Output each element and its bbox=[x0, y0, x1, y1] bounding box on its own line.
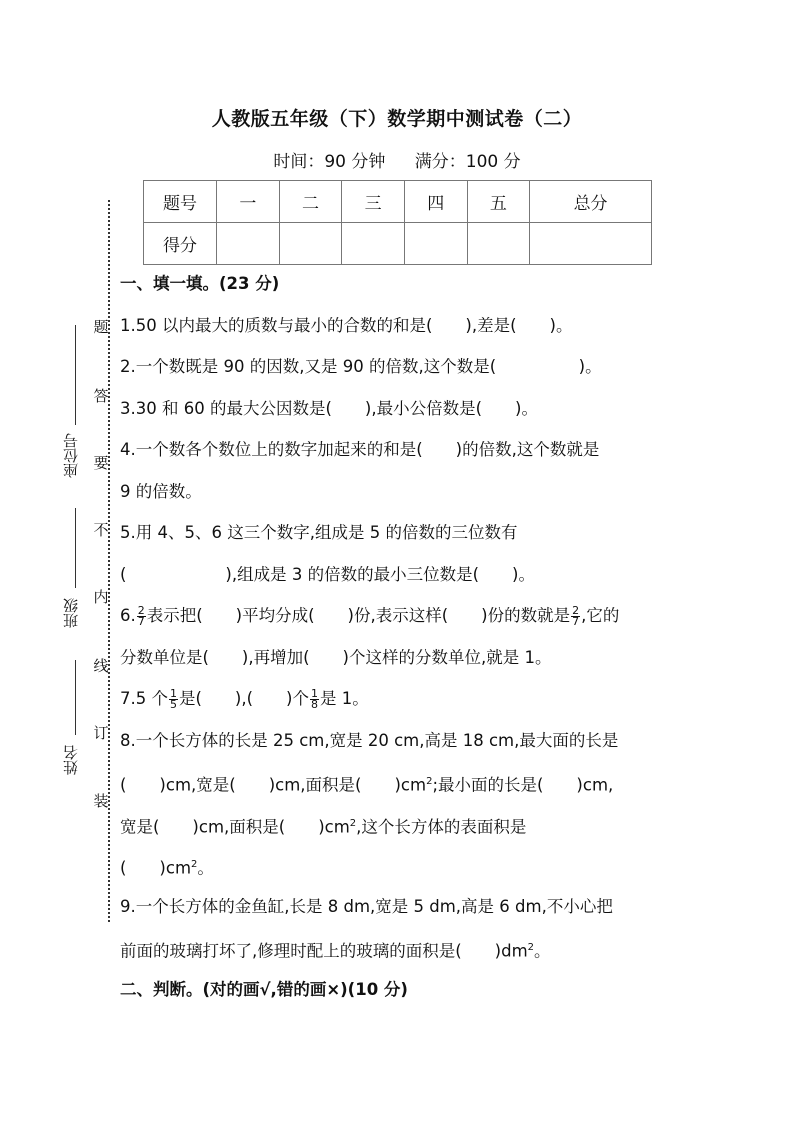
text: 7.5 个 bbox=[120, 689, 168, 708]
text: ,它的 bbox=[581, 606, 620, 625]
section-heading: 一、填一填。(23 分) bbox=[120, 274, 280, 293]
question-5-line-2: ( ),组成是 3 的倍数的最小三位数是( )。 bbox=[120, 564, 535, 584]
table-cell: 四 bbox=[404, 181, 467, 223]
binding-char: 要 bbox=[93, 454, 109, 472]
question-2: 2.一个数既是 90 的因数,又是 90 的倍数,这个数是( )。 bbox=[120, 357, 602, 376]
time-limit: 时间：90 分钟 bbox=[273, 152, 386, 172]
score-cell[interactable] bbox=[217, 223, 280, 265]
text: ,这个长方体的表面积是 bbox=[356, 817, 527, 836]
question-8-line-1: 8.一个长方体的长是 25 cm,宽是 20 cm,高是 18 cm,最大面的长是 bbox=[120, 730, 619, 750]
seat-number-label: 座位号 bbox=[62, 433, 80, 478]
class-blank[interactable] bbox=[75, 508, 76, 588]
fraction-numerator: 2 bbox=[572, 604, 580, 617]
page-title: 人教版五年级（下）数学期中测试卷（二） bbox=[211, 108, 583, 130]
fraction-denominator: 5 bbox=[170, 698, 177, 711]
text: 是( ),( )个 bbox=[179, 689, 309, 708]
exam-info bbox=[0, 147, 794, 172]
text: 是 1。 bbox=[320, 689, 369, 708]
superscript: 2 bbox=[349, 817, 357, 829]
superscript: 2 bbox=[527, 942, 535, 953]
binding-char: 订 bbox=[93, 724, 109, 742]
superscript: 2 bbox=[191, 859, 198, 870]
fraction-numerator: 1 bbox=[311, 687, 318, 700]
fraction-denominator: 7 bbox=[137, 615, 145, 628]
score-table-header-row bbox=[144, 181, 652, 223]
question-9-line-1: 9.一个长方体的金鱼缸,长是 8 dm,宽是 5 dm,高是 6 dm,不小心把 bbox=[120, 896, 613, 916]
text: ;最小面的长是( )cm, bbox=[432, 775, 614, 795]
question-7 bbox=[120, 685, 680, 727]
question-8-line-4 bbox=[120, 851, 680, 893]
fraction bbox=[571, 606, 580, 627]
score-cell[interactable] bbox=[279, 223, 342, 265]
text: 宽是( )cm,面积是( )cm bbox=[120, 817, 350, 836]
text: 6. bbox=[120, 606, 136, 625]
score-table-score-row bbox=[144, 223, 652, 265]
table-cell: 得分 bbox=[144, 223, 217, 265]
binding-char: 装 bbox=[93, 792, 109, 810]
fraction bbox=[169, 689, 178, 710]
name-blank[interactable] bbox=[75, 660, 76, 735]
fraction bbox=[137, 606, 146, 627]
fraction-numerator: 1 bbox=[170, 687, 177, 700]
section-heading: 二、判断。(对的画√,错的画×)(10 分) bbox=[120, 979, 408, 999]
score-cell[interactable] bbox=[530, 223, 652, 265]
binding-char: 题 bbox=[93, 318, 109, 336]
text: 表示把( )平均分成( )份,表示这样( )份的数就是 bbox=[146, 606, 571, 625]
question-4-line-1: 4.一个数各个数位上的数字加起来的和是( )的倍数,这个数就是 bbox=[120, 440, 600, 459]
table-cell: 题号 bbox=[144, 181, 217, 223]
name-label: 姓名 bbox=[62, 745, 80, 775]
binding-char: 线 bbox=[93, 657, 109, 675]
text: 前面的玻璃打坏了,修理时配上的玻璃的面积是( )dm bbox=[120, 941, 528, 961]
binding-char: 不 bbox=[93, 521, 109, 539]
table-cell: 总分 bbox=[530, 181, 652, 223]
full-score: 满分：100 分 bbox=[414, 152, 521, 172]
binding-char: 答 bbox=[93, 387, 109, 405]
question-3: 3.30 和 60 的最大公因数是( ),最小公倍数是( )。 bbox=[120, 398, 538, 418]
text: ( )cm bbox=[120, 858, 192, 878]
question-6-line-1 bbox=[120, 602, 680, 644]
score-cell[interactable] bbox=[342, 223, 405, 265]
fraction-denominator: 7 bbox=[572, 615, 580, 628]
table-cell: 三 bbox=[342, 181, 405, 223]
text: 。 bbox=[197, 858, 214, 878]
fraction-denominator: 8 bbox=[311, 698, 318, 711]
question-8-line-2 bbox=[120, 768, 680, 810]
class-label: 班级 bbox=[62, 598, 80, 628]
binding-char: 内 bbox=[93, 588, 109, 606]
question-1: 1.50 以内最大的质数与最小的合数的和是( ),差是( )。 bbox=[120, 315, 573, 335]
text: ( )cm,宽是( )cm,面积是( )cm bbox=[120, 775, 427, 795]
questions bbox=[120, 270, 680, 1017]
question-5-line-1: 5.用 4、5、6 这三个数字,组成是 5 的倍数的三位数有 bbox=[120, 523, 518, 542]
question-9-line-2 bbox=[120, 934, 680, 976]
binding-dotted-line bbox=[108, 200, 110, 922]
fraction-numerator: 2 bbox=[137, 604, 145, 617]
question-6-line-2: 分数单位是( ),再增加( )个这样的分数单位,就是 1。 bbox=[120, 647, 552, 667]
table-cell: 五 bbox=[467, 181, 530, 223]
table-cell: 一 bbox=[217, 181, 280, 223]
seat-number-blank[interactable] bbox=[75, 325, 76, 425]
score-cell[interactable] bbox=[467, 223, 530, 265]
score-cell[interactable] bbox=[404, 223, 467, 265]
question-8-line-3 bbox=[120, 810, 680, 852]
question-4-line-2: 9 的倍数。 bbox=[120, 481, 202, 501]
table-cell: 二 bbox=[279, 181, 342, 223]
score-table bbox=[143, 180, 652, 265]
fraction bbox=[310, 689, 319, 710]
superscript: 2 bbox=[426, 776, 433, 787]
text: 。 bbox=[534, 941, 551, 961]
